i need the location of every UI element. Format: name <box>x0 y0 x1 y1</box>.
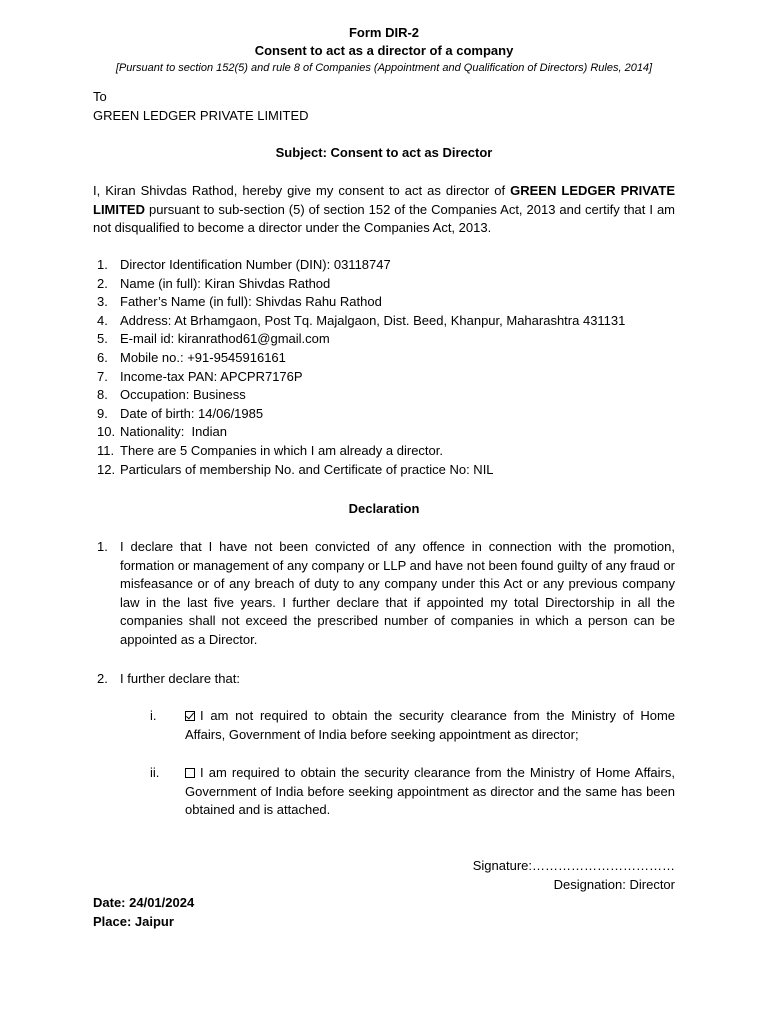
list-item-number: 7. <box>97 368 108 384</box>
designation: Designation: Director <box>553 877 675 892</box>
list-item-text: Name (in full): Kiran Shivdas Rathod <box>120 275 331 291</box>
declaration-item-1 <box>93 538 675 650</box>
list-item <box>93 405 625 424</box>
list-item-number: 9. <box>97 405 108 421</box>
declaration-heading: Declaration <box>348 501 420 516</box>
list-item-number: 8. <box>97 387 108 403</box>
list-item-text: Address: At Brhamgaon, Post Tq. Majalgaon, Dist. Beed, Khanpur, Maharashtra 431131 <box>120 312 626 328</box>
list-item <box>93 312 625 331</box>
unchecked-checkbox-icon[interactable] <box>185 768 195 778</box>
list-item <box>93 368 625 387</box>
list-item-text: There are 5 Companies in which I am already a director. <box>120 442 443 458</box>
director-details-list <box>93 256 625 479</box>
list-item-text: Nationality: Indian <box>120 424 227 440</box>
declaration-item-text: I further declare that: <box>120 671 240 686</box>
form-title: Consent to act as a director of a company <box>254 43 514 58</box>
consent-paragraph <box>93 182 675 238</box>
list-item-number: 10. <box>97 424 116 440</box>
list-item <box>93 293 625 312</box>
date-label: Date: 24/01/2024 <box>93 895 195 910</box>
list-item-text: Mobile no.: +91-9545916161 <box>120 349 286 365</box>
list-item <box>93 423 625 442</box>
list-item-text: Director Identification Number (DIN): 03118747 <box>120 257 391 272</box>
sub-item-text: I am required to obtain the security clearance from the Ministry of Home Affairs, Government of India before seeking appointment as director and the same has been obtained and is attached. <box>185 765 675 818</box>
list-item-number: 5. <box>97 331 108 347</box>
list-item-number: 12. <box>97 461 116 477</box>
list-item <box>93 461 625 480</box>
list-item <box>93 386 625 405</box>
list-item-number: 11. <box>97 442 115 458</box>
list-item-number: 6. <box>97 349 108 365</box>
list-item-text: Occupation: Business <box>120 387 246 403</box>
subject-line: Subject: Consent to act as Director <box>275 145 493 160</box>
sub-item-numeral: i. <box>150 708 157 723</box>
list-item-number: 3. <box>97 294 108 310</box>
addressee-company: GREEN LEDGER PRIVATE LIMITED <box>93 108 309 123</box>
declaration-item-2 <box>93 670 675 689</box>
signature-line: Signature:…………………………… <box>472 858 675 873</box>
form-name: Form DIR-2 <box>348 25 420 40</box>
declaration-sub-item-ii <box>150 764 675 820</box>
sub-item-body <box>185 707 675 744</box>
consent-company-name: GREEN LEDGER PRIVATE LIMITED <box>93 183 675 217</box>
list-item-number: 1. <box>97 257 108 272</box>
declaration-item-number: 1. <box>97 539 108 554</box>
list-item-text: E-mail id: kiranrathod61@gmail.com <box>120 331 330 347</box>
list-item <box>93 275 625 294</box>
list-item <box>93 330 625 349</box>
to-label: To <box>93 89 107 104</box>
list-item-text: Father’s Name (in full): Shivdas Rahu Rathod <box>120 294 382 310</box>
declaration-item-number: 2. <box>97 671 108 686</box>
list-item-text: Date of birth: 14/06/1985 <box>120 405 264 421</box>
list-item-number: 2. <box>97 275 108 291</box>
checked-checkbox-icon[interactable] <box>185 711 195 721</box>
place-label: Place: Jaipur <box>93 914 174 929</box>
list-item <box>93 349 625 368</box>
rule-reference: [Pursuant to section 152(5) and rule 8 of Companies (Appointment and Qualification of Directors) Rules, 2014] <box>115 62 653 74</box>
declaration-sub-item-i <box>150 707 675 744</box>
consent-text-start: I, Kiran Shivdas Rathod, hereby give my consent to act as director of <box>93 183 511 198</box>
consent-text-end: pursuant to sub-section (5) of section 152 of the Companies Act, 2013 and certify that I am not disqualified to become a director under the Companies Act, 2013. <box>93 201 675 236</box>
list-item-number: 4. <box>97 312 108 328</box>
sub-item-body <box>185 764 675 820</box>
list-item <box>93 256 625 275</box>
list-item <box>93 442 625 461</box>
list-item-text: Particulars of membership No. and Certificate of practice No: NIL <box>120 461 494 477</box>
list-item-text: Income-tax PAN: APCPR7176P <box>120 368 303 384</box>
declaration-item-text: I declare that I have not been convicted of any offence in connection with the promotion, formation or management of any company or LLP and have not been found guilty of any fraud or misfeasance or of any breach of duty to any company under this Act or any previous company law in the last five years. I further declare that if appointed my total Directorship in all the companies shall not exceed the prescribed number of companies in which a person can be appointed as a Director. <box>120 539 675 647</box>
sub-item-numeral: ii. <box>150 765 160 780</box>
sub-item-text: I am not required to obtain the security clearance from the Ministry of Home Affairs, Government of India before seeking appointment as director; <box>185 708 675 742</box>
